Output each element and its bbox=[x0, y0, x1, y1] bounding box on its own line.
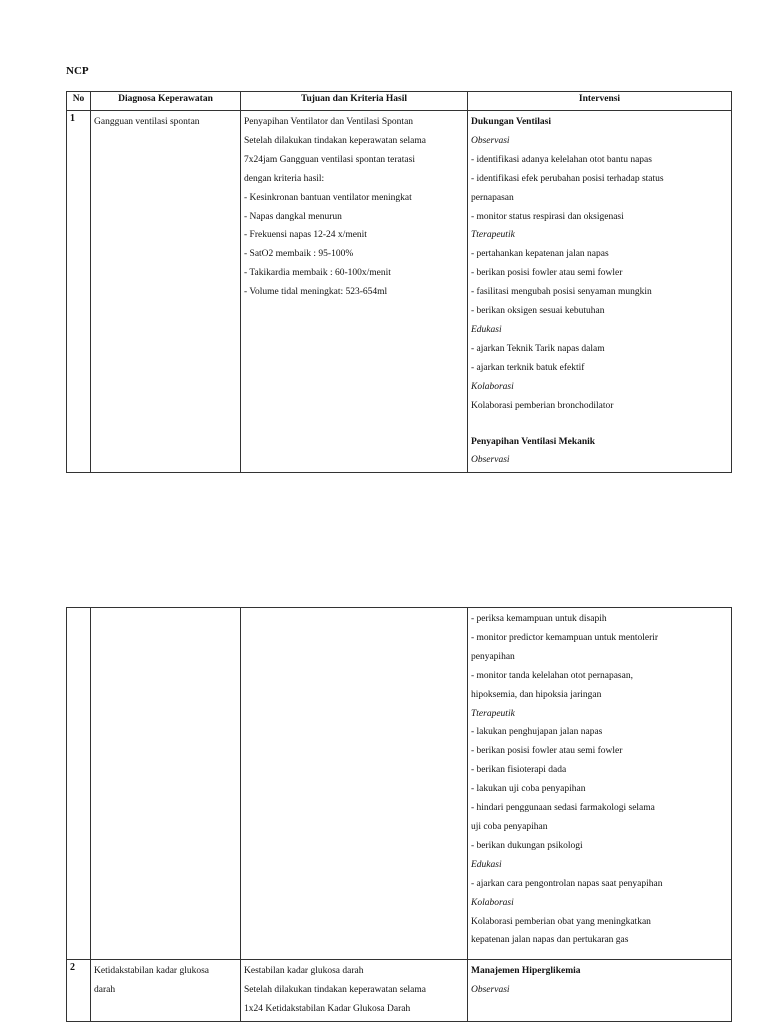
goal-line: - SatO2 membaik : 95-100% bbox=[244, 249, 354, 260]
row-number-value: 1 bbox=[70, 113, 75, 124]
document-title: NCP bbox=[66, 65, 89, 77]
goal-line: - Frekuensi napas 12-24 x/menit bbox=[244, 230, 367, 241]
intervention-line: - identifikasi efek perubahan posisi terhadap status bbox=[471, 173, 664, 184]
diagnosis-cell bbox=[91, 608, 241, 960]
goal-line: dengan kriteria hasil: bbox=[244, 173, 325, 184]
goal-line: - Napas dangkal menurun bbox=[244, 211, 342, 222]
interventions-cell bbox=[468, 960, 732, 1022]
ncp-table-page-1 bbox=[66, 91, 732, 473]
subsection-label: Observasi bbox=[471, 984, 510, 995]
intervention-line: - berikan fisioterapi dada bbox=[471, 765, 567, 776]
intervention-line: - monitor status respirasi dan oksigenasi bbox=[471, 211, 624, 222]
header-no: No bbox=[67, 92, 91, 111]
intervention-line: hipoksemia, dan hipoksia jaringan bbox=[471, 689, 602, 700]
header-goals: Tujuan dan Kriteria Hasil bbox=[241, 92, 468, 111]
goal-line: 7x24jam Gangguan ventilasi spontan teratasi bbox=[244, 154, 415, 165]
table-row bbox=[67, 960, 732, 1022]
subsection-label: Edukasi bbox=[471, 859, 502, 870]
intervention-line: - pertahankan kepatenan jalan napas bbox=[471, 249, 609, 260]
intervention-line: - berikan oksigen sesuai kebutuhan bbox=[471, 306, 605, 317]
interventions-cell bbox=[468, 608, 732, 960]
intervention-line: - ajarkan terknik batuk efektif bbox=[471, 362, 585, 373]
subsection-label: Kolaborasi bbox=[471, 381, 514, 392]
goals-cell bbox=[241, 608, 468, 960]
goal-line: Setelah dilakukan tindakan keperawatan selama bbox=[244, 984, 427, 995]
intervention-line: - periksa kemampuan untuk disapih bbox=[471, 614, 607, 624]
intervention-line: - identifikasi adanya kelelahan otot bantu napas bbox=[471, 154, 652, 165]
subsection-label: Tterapeutik bbox=[471, 708, 515, 719]
diagnosis-cell bbox=[91, 111, 241, 473]
diagnosis-cell bbox=[91, 960, 241, 1022]
table-row bbox=[67, 111, 732, 473]
header-interventions: Intervensi bbox=[468, 92, 732, 111]
table-row bbox=[67, 608, 732, 960]
subsection-label: Observasi bbox=[471, 455, 510, 466]
intervention-line: - ajarkan Teknik Tarik napas dalam bbox=[471, 343, 605, 354]
subsection-label: Observasi bbox=[471, 135, 510, 146]
intervention-line: - fasilitasi mengubah posisi senyaman mungkin bbox=[471, 287, 652, 298]
intervention-line: pernapasan bbox=[471, 192, 514, 203]
intervention-line: Kolaborasi pemberian obat yang meningkatkan bbox=[471, 916, 651, 927]
goal-line: Penyapihan Ventilator dan Ventilasi Spontan bbox=[244, 117, 414, 127]
intervention-line: - monitor predictor kemampuan untuk mentolerir bbox=[471, 632, 659, 643]
goal-line: - Kesinkronan bantuan ventilator meningkat bbox=[244, 192, 412, 203]
row-number bbox=[67, 608, 91, 960]
goals-cell bbox=[241, 960, 468, 1022]
intervention-line: Kolaborasi pemberian bronchodilator bbox=[471, 400, 614, 411]
goal-line: - Volume tidal meningkat: 523-654ml bbox=[244, 287, 388, 298]
goal-line: - Takikardia membaik : 60-100x/menit bbox=[244, 268, 391, 279]
section-heading: Manajemen Hiperglikemia bbox=[471, 966, 581, 976]
row-number bbox=[67, 111, 91, 473]
section-heading: Penyapihan Ventilasi Mekanik bbox=[471, 436, 596, 447]
intervention-line: - lakukan penghujapan jalan napas bbox=[471, 727, 603, 738]
goal-line: 1x24 Ketidakstabilan Kadar Glukosa Darah bbox=[244, 1003, 411, 1014]
diagnosis-text: darah bbox=[94, 984, 116, 995]
subsection-label: Tterapeutik bbox=[471, 230, 515, 241]
intervention-line: - berikan dukungan psikologi bbox=[471, 840, 583, 851]
row-number bbox=[67, 960, 91, 1022]
intervention-line: uji coba penyapihan bbox=[471, 821, 548, 832]
intervention-line: - ajarkan cara pengontrolan napas saat penyapihan bbox=[471, 878, 663, 889]
interventions-cell bbox=[468, 111, 732, 473]
diagnosis-text: Gangguan ventilasi spontan bbox=[94, 117, 200, 127]
intervention-line: - hindari penggunaan sedasi farmakologi selama bbox=[471, 803, 655, 814]
diagnosis-text: Ketidakstabilan kadar glukosa bbox=[94, 966, 210, 976]
intervention-line: - berikan posisi fowler atau semi fowler bbox=[471, 268, 623, 279]
intervention-line: - lakukan uji coba penyapihan bbox=[471, 784, 586, 795]
subsection-label: Kolaborasi bbox=[471, 897, 514, 908]
row-number-value: 2 bbox=[70, 962, 75, 973]
table-header-row bbox=[67, 92, 732, 111]
goals-cell bbox=[241, 111, 468, 473]
intervention-line: kepatenan jalan napas dan pertukaran gas bbox=[471, 935, 629, 946]
intervention-line bbox=[471, 416, 728, 433]
header-diagnosis: Diagnosa Keperawatan bbox=[91, 92, 241, 111]
section-heading: Dukungan Ventilasi bbox=[471, 117, 551, 127]
goal-line: Kestabilan kadar glukosa darah bbox=[244, 966, 364, 976]
ncp-table-page-2 bbox=[66, 607, 732, 1022]
intervention-line: - monitor tanda kelelahan otot pernapasan, bbox=[471, 670, 633, 681]
intervention-line: - berikan posisi fowler atau semi fowler bbox=[471, 746, 623, 757]
intervention-line: penyapihan bbox=[471, 651, 515, 662]
subsection-label: Edukasi bbox=[471, 324, 502, 335]
goal-line: Setelah dilakukan tindakan keperawatan selama bbox=[244, 135, 427, 146]
